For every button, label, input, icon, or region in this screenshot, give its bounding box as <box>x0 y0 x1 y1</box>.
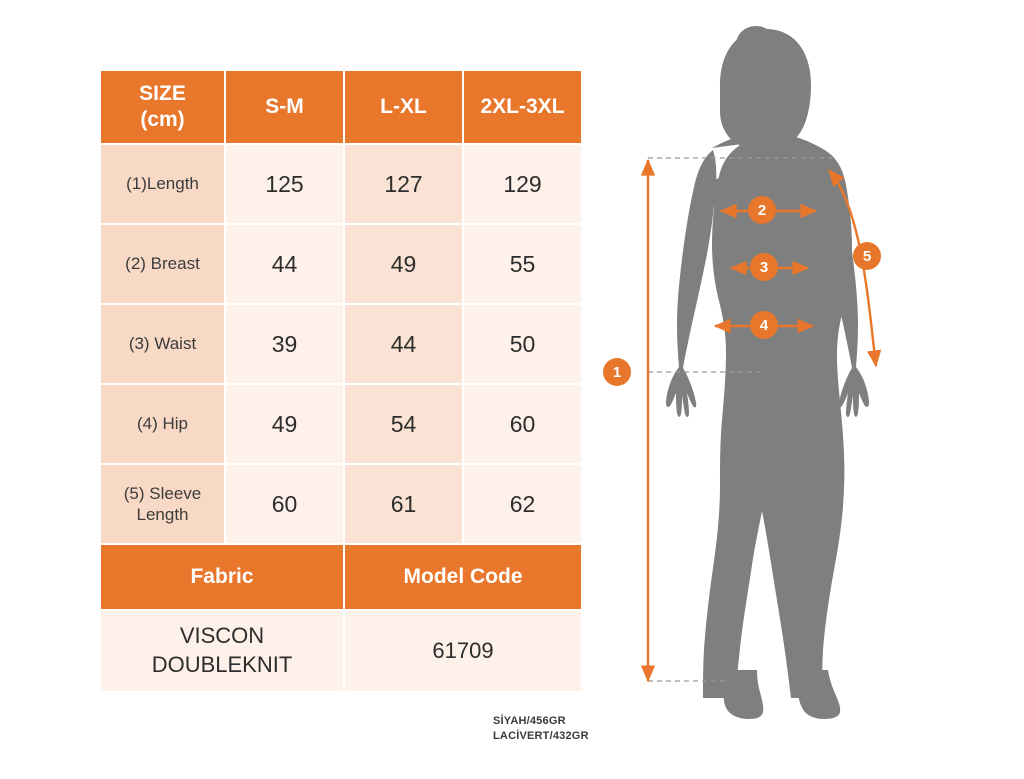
footer-value-fabric <box>100 610 344 692</box>
fabric-line1: VISCON <box>179 623 265 649</box>
fabric-weight-note <box>493 714 589 744</box>
header-size-line2: (cm) <box>140 108 185 131</box>
cell-waist-sm: 39 <box>225 304 344 384</box>
badge-4-hip: 4 <box>750 311 778 339</box>
badge-2-breast: 2 <box>748 196 776 224</box>
cell-breast-2xl3xl: 55 <box>463 224 582 304</box>
badge-5-sleeve-length: 5 <box>853 242 881 270</box>
row-label-waist: (3) Waist <box>100 304 225 384</box>
cell-length-sm: 125 <box>225 144 344 224</box>
header-size-cm <box>100 70 225 144</box>
cell-waist-2xl3xl: 50 <box>463 304 582 384</box>
header-col-sm: S-M <box>225 70 344 144</box>
table-row <box>100 144 582 224</box>
table-row <box>100 304 582 384</box>
table-footer-header-row <box>100 544 582 610</box>
cell-length-lxl: 127 <box>344 144 463 224</box>
footer-value-model-code: 61709 <box>344 610 582 692</box>
table-row <box>100 464 582 544</box>
row-label-sleeve-length <box>100 464 225 544</box>
header-size-line1: SIZE <box>139 81 186 105</box>
cell-sleeve-2xl3xl: 62 <box>463 464 582 544</box>
cell-waist-lxl: 44 <box>344 304 463 384</box>
size-table <box>99 69 583 693</box>
cell-hip-lxl: 54 <box>344 384 463 464</box>
cell-length-2xl3xl: 129 <box>463 144 582 224</box>
cell-sleeve-lxl: 61 <box>344 464 463 544</box>
badge-1-total-length: 1 <box>603 358 631 386</box>
header-col-2xl3xl: 2XL-3XL <box>463 70 582 144</box>
table-footer-row <box>100 610 582 692</box>
row-label-hip: (4) Hip <box>100 384 225 464</box>
cell-breast-lxl: 49 <box>344 224 463 304</box>
measurement-figure-panel <box>600 0 1024 779</box>
cell-hip-2xl3xl: 60 <box>463 384 582 464</box>
cell-breast-sm: 44 <box>225 224 344 304</box>
table-row <box>100 224 582 304</box>
header-col-lxl: L-XL <box>344 70 463 144</box>
row-label-length: (1)Length <box>100 144 225 224</box>
row-label-breast: (2) Breast <box>100 224 225 304</box>
footer-header-fabric: Fabric <box>100 544 344 610</box>
table-row <box>100 384 582 464</box>
row-label-sleeve-line2: Length <box>136 505 189 524</box>
female-body-silhouette <box>600 0 1024 779</box>
cell-sleeve-sm: 60 <box>225 464 344 544</box>
table-header-row <box>100 70 582 144</box>
fabric-weight-note-line2: LACİVERT/432GR <box>493 729 589 742</box>
fabric-line2: DOUBLEKNIT <box>151 652 293 677</box>
fabric-weight-note-line1: SİYAH/456GR <box>493 715 566 727</box>
badge-3-waist: 3 <box>750 253 778 281</box>
cell-hip-sm: 49 <box>225 384 344 464</box>
footer-header-model-code: Model Code <box>344 544 582 610</box>
row-label-sleeve-line1: (5) Sleeve <box>123 483 202 503</box>
